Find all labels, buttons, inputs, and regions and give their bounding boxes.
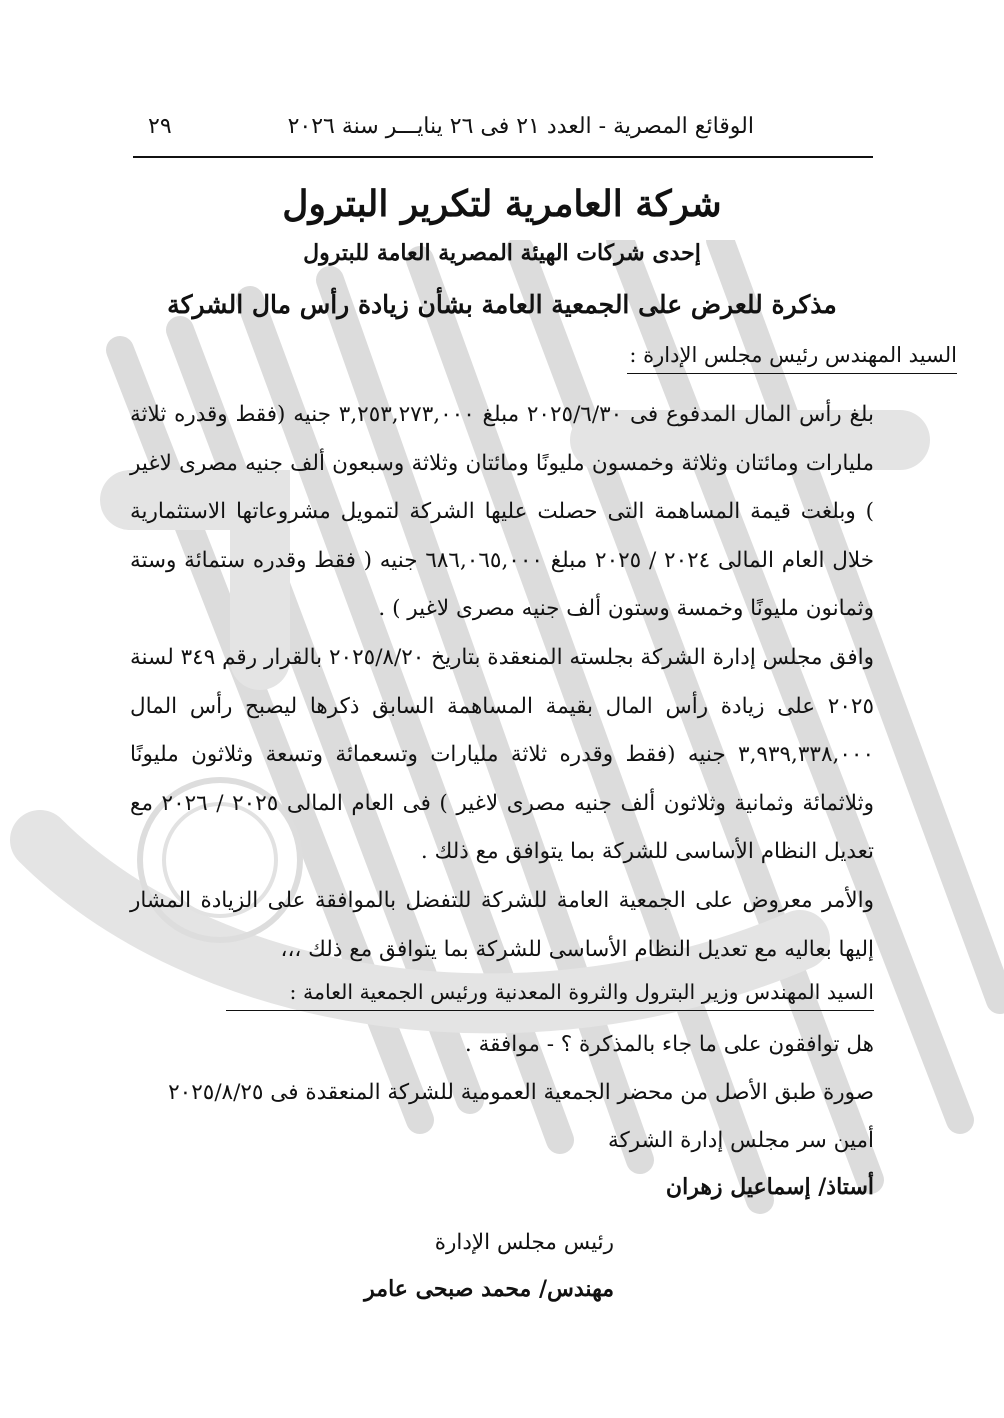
- approval-question: هل توافقون على ما جاء بالمذكرة ؟ - موافقة .: [464, 1032, 874, 1057]
- copy-note: صورة طبق الأصل من محضر الجمعية العمومية للشركة المنعقدة فى ٢٠٢٥/٨/٢٥: [168, 1080, 874, 1105]
- company-subtitle: إحدى شركات الهيئة المصرية العامة للبترول: [303, 240, 701, 266]
- memo-title: مذكرة للعرض على الجمعية العامة بشأن زيادة رأس مال الشركة: [167, 290, 837, 319]
- page-number: ٢٩: [148, 114, 172, 139]
- secretary-title: أمين سر مجلس إدارة الشركة: [608, 1128, 874, 1153]
- secretary-name: أستاذ/ إسماعيل زهران: [665, 1174, 874, 1200]
- header-divider: [133, 156, 873, 158]
- chairman-title: رئيس مجلس الإدارة: [434, 1230, 614, 1255]
- company-name: شركة العامرية لتكرير البترول: [282, 183, 722, 225]
- paragraph-request: والأمر معروض على الجمعية العامة للشركة للتفضل بالموافقة على الزيادة المشار إليها بعاليه مع تعديل النظام الأساسى للشركة بما يتوافق مع ذلك ،،،: [130, 888, 874, 962]
- paragraph-capital: بلغ رأس المال المدفوع فى ٢٠٢٥/٦/٣٠ مبلغ ٣,٢٥٣,٢٧٣,٠٠٠ جنيه (فقط وقدره ثلاثة مليارات ومائتان وثلاثة وخمسون مليونًا ومائتان وثلاثة وسبعون ألف جنيه مصرى لاغير ) وبلغت قيمة المساهمة التى حصلت عليها الشركة لتمويل مشروعاتها الاستثمارية خلال العام المالى ٢٠٢٤ / ٢٠٢٥ مبلغ ٦٨٦,٠٦٥,٠٠٠ جنيه ( فقط وقدره ستمائة وستة وثمانون مليونًا وخمسة وستون ألف جنيه مصرى لاغير ) .: [130, 402, 875, 622]
- addressee: السيد المهندس رئيس مجلس الإدارة :: [627, 343, 957, 374]
- paragraph-board-approval: وافق مجلس إدارة الشركة بجلسته المنعقدة بتاريخ ٢٠٢٥/٨/٢٠ بالقرار رقم ٣٤٩ لسنة ٢٠٢٥ على زيادة رأس المال بقيمة المساهمة السابق ذكرها ليصبح رأس المال ٣,٩٣٩,٣٣٨,٠٠٠ جنيه (فقط وقدره ثلاثة مليارات وتسعمائة وتسعة وثلاثون مليونًا وثلاثمائة وثمانية وثلاثون ألف جنيه مصرى لاغير ) فى العام المالى ٢٠٢٥ / ٢٠٢٦ مع تعديل النظام الأساسى للشركة بما يتوافق مع ذلك .: [130, 645, 874, 865]
- header-title: الوقائع المصرية - العدد ٢١ فى ٢٦ ينايـــر سنة ٢٠٢٦: [287, 114, 754, 139]
- chairman-name: مهندس/ محمد صبحى عامر: [364, 1276, 614, 1302]
- addressee-minister: السيد المهندس وزير البترول والثروة المعدنية ورئيس الجمعية العامة :: [226, 980, 874, 1011]
